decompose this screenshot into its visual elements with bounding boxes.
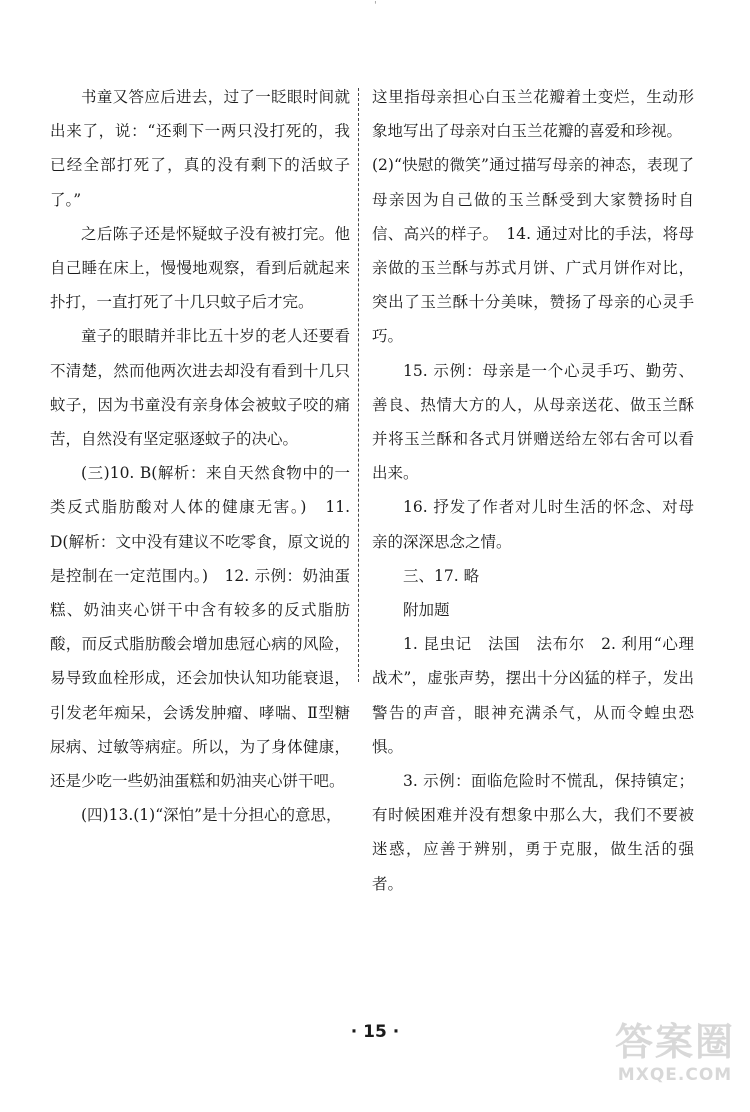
answer-section-4-start: (四)13.(1)“深怕”是十分担心的意思， — [81, 806, 342, 825]
page-number: · 15 · — [350, 1022, 400, 1042]
answer-section-3: (三)10. B(解析：来自天然食物中的一类反式脂肪酸对人体的健康无害。) 11. D(解析：文中没有建议不吃零食，原文说的是控制在一定范围内。) 12. 示例：奶油蛋糕、奶油夹心饼干中含有较多的反式脂肪酸，而反式脂肪酸会增加患冠心病的风险，易导致血栓形成，还会加快认知功能衰退，引发老年痴呆，会诱发肿瘤、哮喘、Ⅱ型糖尿病、过敏等病症。所以，为了身体健康，还是少吃一些奶油蛋糕和奶油夹心饼干吧。 — [50, 464, 350, 791]
watermark-logo — [610, 1019, 740, 1104]
paragraph: 书童又答应后进去，过了一眨眼时间就出来了，说：“还剩下一两只没打死的，我已经全部打死了，真的没有剩下的活蚊子了。” — [50, 88, 350, 209]
bonus-answer-3: 3. 示例：面临危险时不慌乱，保持镇定；有时候困难并没有想象中那么大，我们不要被迷惑，应善于辨别，勇于克服，做生活的强者。 — [372, 772, 694, 893]
bonus-heading: 附加题 — [403, 601, 450, 620]
bonus-answer-1-2: 1. 昆虫记 法国 法布尔 2. 利用“心理战术”，虚张声势，摆出十分凶猛的样子，发出警告的声音，眼神充满杀气，从而令蝗虫恐惧。 — [372, 635, 694, 756]
watermark-logo-text: 答案圈 — [614, 1020, 735, 1064]
watermark-url: MXQE.COM — [617, 1065, 733, 1085]
column-divider — [358, 88, 359, 682]
section-3-heading: 三、17. 略 — [403, 566, 480, 585]
left-column — [50, 80, 350, 832]
right-column — [372, 80, 694, 901]
top-margin-mark: ' — [374, 0, 377, 11]
paragraph: 这里指母亲担心白玉兰花瓣着土变烂，生动形象地写出了母亲对白玉兰花瓣的喜爱和珍视。 — [372, 88, 694, 141]
answer-16: 16. 抒发了作者对儿时生活的怀念、对母亲的深深思念之情。 — [372, 498, 694, 551]
paragraph: 童子的眼睛并非比五十岁的老人还要看不清楚，然而他两次进去却没有看到十几只蚊子，因为书童没有亲身体会被蚊子咬的痛苦，自然没有坚定驱逐蚊子的决心。 — [50, 327, 350, 449]
answer-15: 15. 示例：母亲是一个心灵手巧、勤劳、善良、热情大方的人，从母亲送花、做玉兰酥并将玉兰酥和各式月饼赠送给左邻右舍可以看出来。 — [372, 361, 694, 483]
paragraph: 之后陈子还是怀疑蚊子没有被打完。他自己睡在床上，慢慢地观察，看到后就起来扑打，一直打死了十几只蚊子后才完。 — [50, 224, 350, 312]
answer-13-2: (2)“快慰的微笑”通过描写母亲的神态，表现了母亲因为自己做的玉兰酥受到大家赞扬时自信、高兴的样子。 14. 通过对比的手法，将母亲做的玉兰酥与苏式月饼、广式月饼作对比，突出了玉兰酥十分美味，赞扬了母亲的心灵手巧。 — [372, 156, 694, 346]
